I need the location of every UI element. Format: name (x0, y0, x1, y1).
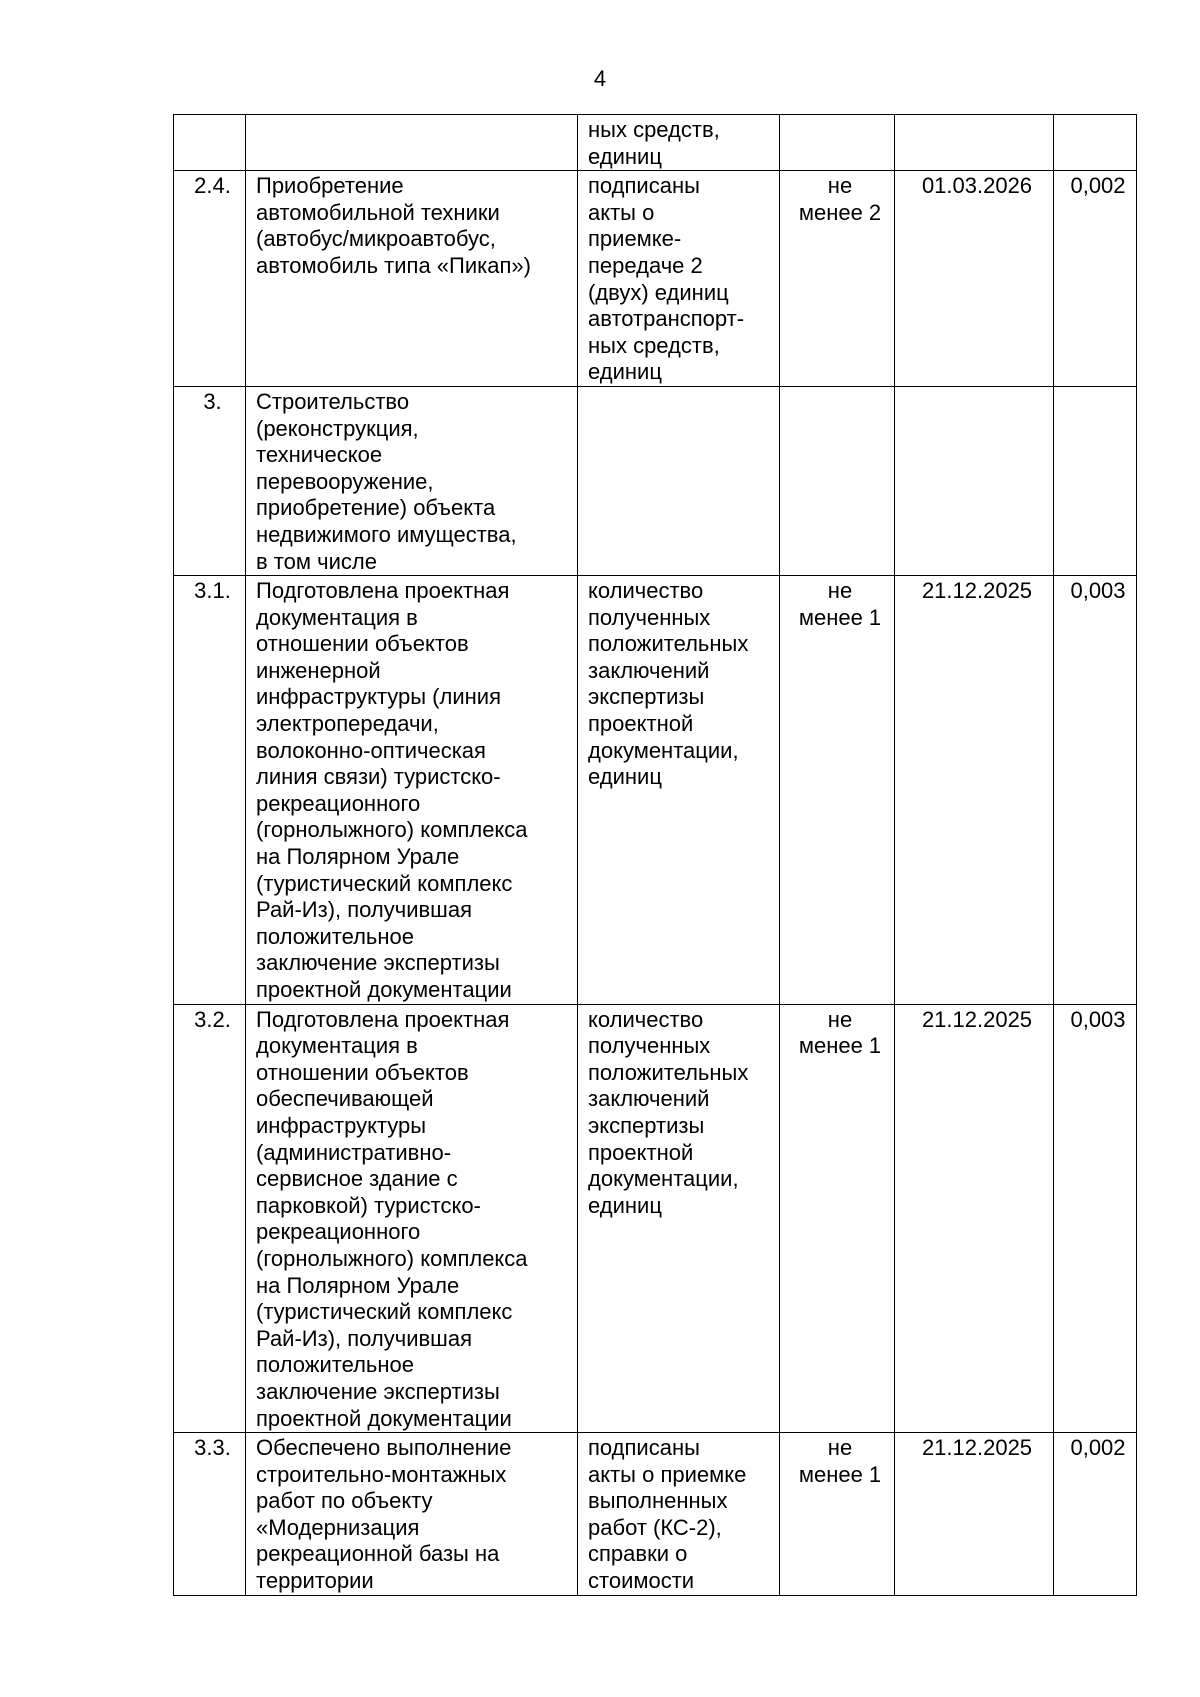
row-number-cell (174, 1433, 246, 1596)
row-number-cell (174, 1004, 246, 1433)
value-cell (780, 115, 895, 171)
indicator-cell (578, 171, 780, 387)
target-value: не менее 1 (798, 1435, 882, 1487)
table-row (174, 576, 1137, 1005)
weight-value: 0,002 (1070, 173, 1126, 199)
value-cell (780, 171, 895, 387)
measure-name: Подготовлена проектная документация в отношении объектов инженерной инфраструктуры (линия электропередачи, волоконно-оптическая линия связи) туристско- рекреационного (горнолыжного) комплекса на Полярном Урале (туристический комплекс Рай-Из), получившая положительное заключение экспертизы проектной документации (256, 578, 528, 1002)
row-number: 3.1. (194, 578, 231, 604)
deadline-date: 21.12.2025 (921, 578, 1033, 604)
target-value: не менее 1 (798, 1006, 882, 1059)
indicator-text: ных средств, единиц (588, 117, 720, 169)
target-value: не менее 2 (798, 173, 882, 225)
date-cell (895, 576, 1054, 1005)
measure-name-cell (246, 171, 578, 387)
weight-cell (1054, 576, 1137, 1005)
value-cell (780, 386, 895, 575)
indicator-text: количество полученных положительных заключений экспертизы проектной документации, единиц (588, 1006, 749, 1218)
row-number: 3.2. (194, 1006, 231, 1032)
weight-value: 0,002 (1070, 1435, 1126, 1461)
indicator-text: подписаны акты о приемке выполненных работ (КС-2), справки о стоимости (588, 1435, 747, 1594)
row-number-cell (174, 171, 246, 387)
measure-name: Приобретение автомобильной техники (автобус/микроавтобус, автомобиль типа «Пикап») (256, 173, 531, 278)
deadline-date: 21.12.2025 (921, 1435, 1033, 1461)
date-cell (895, 1004, 1054, 1433)
value-cell (780, 576, 895, 1005)
row-number-cell (174, 386, 246, 575)
measure-name: Обеспечено выполнение строительно-монтажных работ по объекту «Модернизация рекреационной базы на территории (256, 1435, 512, 1594)
date-cell (895, 171, 1054, 387)
measure-name: Строительство (реконструкция, техническое перевооружение, приобретение) объекта недвижимого имущества, в том числе (256, 388, 517, 574)
indicator-text: количество полученных положительных заключений экспертизы проектной документации, единиц (588, 578, 749, 790)
weight-value: 0,003 (1070, 1006, 1126, 1032)
measure-name: Подготовлена проектная документация в отношении объектов обеспечивающей инфраструктуры (административно- сервисное здание с парковкой) туристско- рекреационного (горнолыжного) комплекса на Полярном Урале (туристический комплекс Рай-Из), получившая положительное заключение экспертизы проектной документации (256, 1006, 528, 1431)
measure-name-cell (246, 1433, 578, 1596)
deadline-date: 21.12.2025 (921, 1006, 1033, 1032)
date-cell (895, 115, 1054, 171)
measure-name-cell (246, 386, 578, 575)
indicator-text: подписаны акты о приемке- передаче 2 (двух) единиц автотранспорт- ных средств, единиц (588, 173, 745, 385)
weight-cell (1054, 171, 1137, 387)
weight-value: 0,003 (1070, 578, 1126, 604)
target-value: не менее 1 (798, 578, 882, 630)
row-number-cell (174, 115, 246, 171)
row-number: 2.4. (194, 173, 231, 199)
value-cell (780, 1004, 895, 1433)
row-number-cell (174, 576, 246, 1005)
value-cell (780, 1433, 895, 1596)
weight-cell (1054, 1004, 1137, 1433)
measure-name-cell (246, 1004, 578, 1433)
date-cell (895, 386, 1054, 575)
measure-name-cell (246, 576, 578, 1005)
deadline-date: 01.03.2026 (921, 173, 1033, 199)
table-row (174, 115, 1137, 171)
indicator-cell (578, 1004, 780, 1433)
measure-name-cell (246, 115, 578, 171)
indicator-cell (578, 1433, 780, 1596)
date-cell (895, 1433, 1054, 1596)
table-row (174, 1433, 1137, 1596)
indicator-cell (578, 576, 780, 1005)
table-body (174, 115, 1137, 1596)
row-number: 3. (203, 388, 222, 414)
table-row (174, 386, 1137, 575)
weight-cell (1054, 386, 1137, 575)
indicator-cell (578, 115, 780, 171)
weight-cell (1054, 1433, 1137, 1596)
weight-cell (1054, 115, 1137, 171)
table-row (174, 1004, 1137, 1433)
page-number: 4 (593, 66, 607, 91)
measures-table (173, 114, 1137, 1596)
table-row (174, 171, 1137, 387)
row-number: 3.3. (194, 1435, 231, 1461)
indicator-cell (578, 386, 780, 575)
